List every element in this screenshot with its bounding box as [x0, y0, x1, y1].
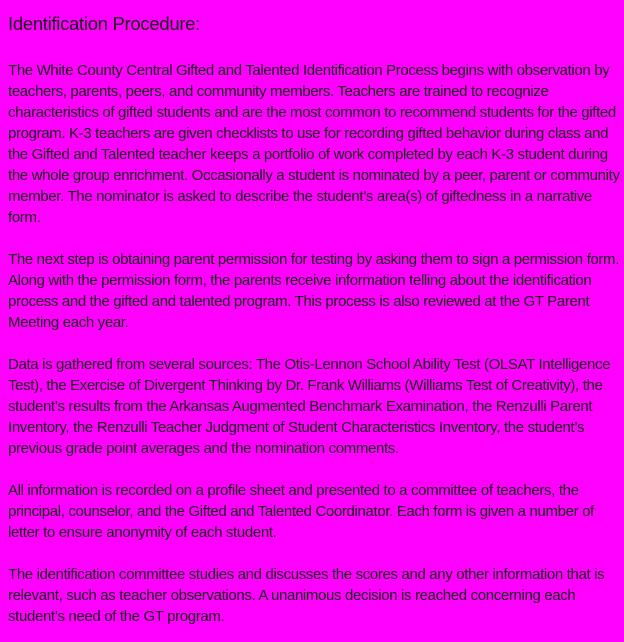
paragraph-committee-decision: The identification committee studies and discusses the scores and any other information that is relevant, such as teacher observations. A unanimous decision is reached concerning each student’s need of the GT program.	[8, 566, 605, 625]
page-title: Identification Procedure:	[8, 13, 201, 34]
paragraph-data-sources: Data is gathered from several sources: The Otis-Lennon School Ability Test (OLSAT Intelligence Test), the Exercise of Divergent Thinking by Dr. Frank Williams (Williams Test of Creativity), the student’s results from the Arkansas Augmented Benchmark Examination, the Renzulli Parent Inventory, the Renzulli Teacher Judgment of Student Characteristics Inventory, the student’s previous grade point averages and the nomination comments.	[8, 356, 611, 457]
document-page	[8, 0, 620, 627]
paragraph-parent-permission: The next step is obtaining parent permission for testing by asking them to sign a permission form. Along with the permission form, the parents receive information telling about the identification process and the gifted and talented program. This process is also reviewed at the GT Parent Meeting each year.	[8, 251, 620, 331]
paragraph-profile-sheet: All information is recorded on a profile sheet and presented to a committee of teachers, the principal, counselor, and the Gifted and Talented Coordinator. Each form is given a number of letter to ensure anonymity of each student.	[8, 482, 594, 541]
paragraph-observation: The White County Central Gifted and Talented Identification Process begins with observation by teachers, parents, peers, and community members. Teachers are trained to recognize characteristics of gifted students and are the most common to recommend students for the gifted program. K-3 teachers are given checklists to use for recording gifted behavior during class and the Gifted and Talented teacher keeps a portfolio of work completed by each K-3 student during the whole group enrichment. Occasionally a student is nominated by a peer, parent or community member. The nominator is asked to describe the student’s area(s) of giftedness in a narrative form.	[8, 62, 620, 226]
